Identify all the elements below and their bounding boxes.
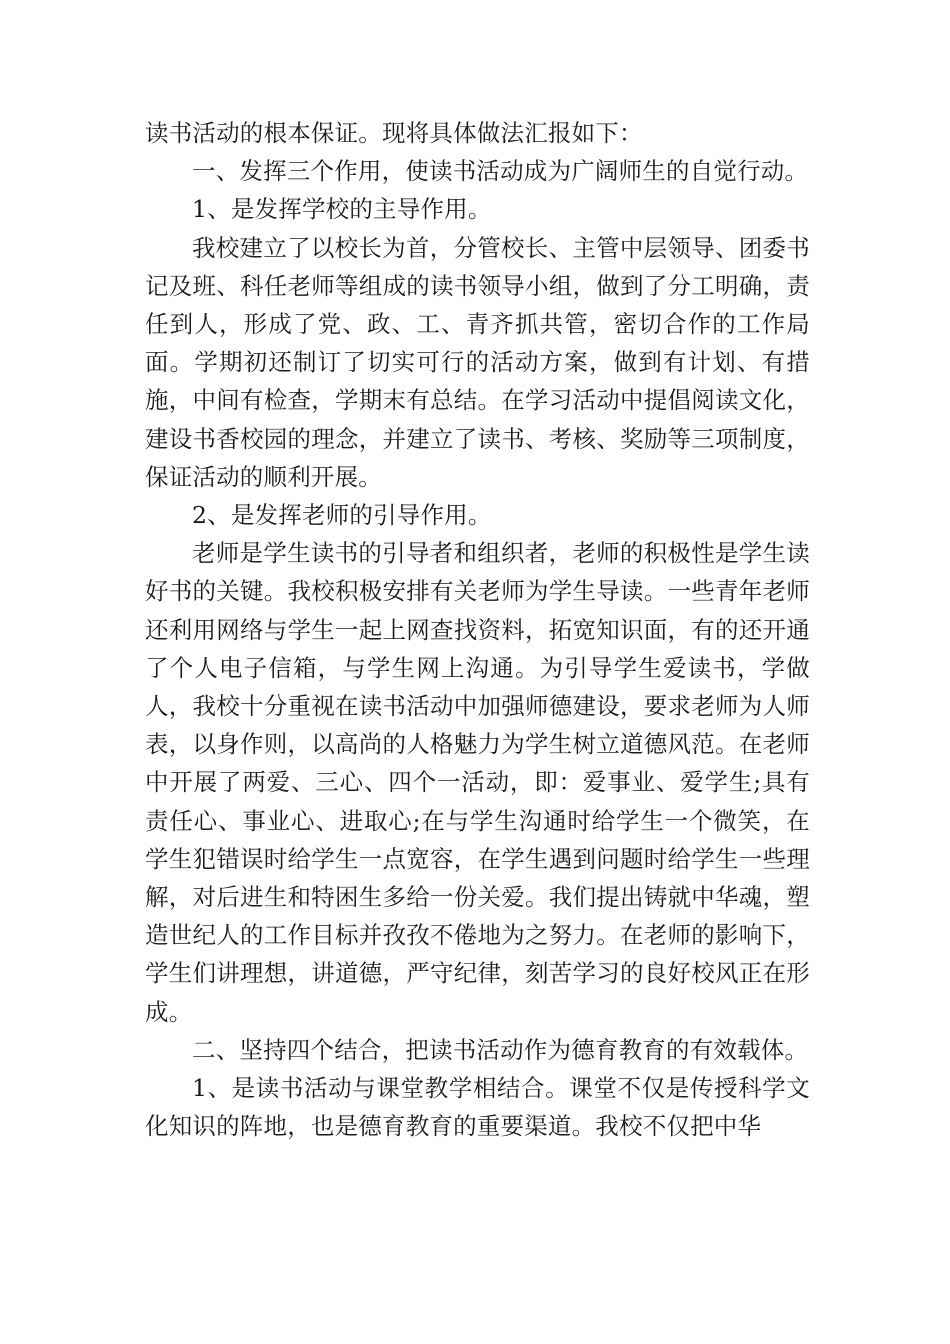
- document-body: [145, 114, 810, 1145]
- paragraph-classroom: 1、是读书活动与课堂教学相结合。课堂不仅是传授科学文化知识的阵地，也是德育教育的重要渠道。我校不仅把中华: [145, 1074, 810, 1141]
- section-heading-two: 二、坚持四个结合，把读书活动作为德育教育的有效载体。: [192, 1035, 809, 1064]
- subheading-teacher-role: 2、是发挥老师的引导作用。: [192, 501, 492, 530]
- subheading-school-role: 1、是发挥学校的主导作用。: [192, 195, 492, 224]
- paragraph-school-role: 我校建立了以校长为首，分管校长、主管中层领导、团委书记及班、科任老师等组成的读书领导小组，做到了分工明确，责任到人，形成了党、政、工、青齐抓共管，密切合作的工作局面。学期初还制订了切实可行的活动方案，做到有计划、有措施，中间有检查，学期末有总结。在学习活动中提倡阅读文化，建设书香校园的理念，并建立了读书、考核、奖励等三项制度，保证活动的顺利开展。: [145, 233, 810, 491]
- paragraph-teacher-role: 老师是学生读书的引导者和组织者，老师的积极性是学生读好书的关键。我校积极安排有关老师为学生导读。一些青年老师还利用网络与学生一起上网查找资料，拓宽知识面，有的还开通了个人电子信箱，与学生网上沟通。为引导学生爱读书，学做人，我校十分重视在读书活动中加强师德建设，要求老师为人师表，以身作则，以高尚的人格魅力为学生树立道德风范。在老师中开展了两爱、三心、四个一活动，即：爱事业、爱学生;具有责任心、事业心、进取心;在与学生沟通时给学生一个微笑，在学生犯错误时给学生一点宽容，在学生遇到问题时给学生一些理解，对后进生和特困生多给一份关爱。我们提出铸就中华魂，塑造世纪人的工作目标并孜孜不倦地为之努力。在老师的影响下，学生们讲理想，讲道德，严守纪律，刻苦学习的良好校风正在形成。: [145, 539, 810, 1026]
- paragraph-continuation: 读书活动的根本保证。现将具体做法汇报如下：: [145, 119, 643, 147]
- section-heading-one: 一、发挥三个作用，使读书活动成为广阔师生的自觉行动。: [192, 157, 809, 186]
